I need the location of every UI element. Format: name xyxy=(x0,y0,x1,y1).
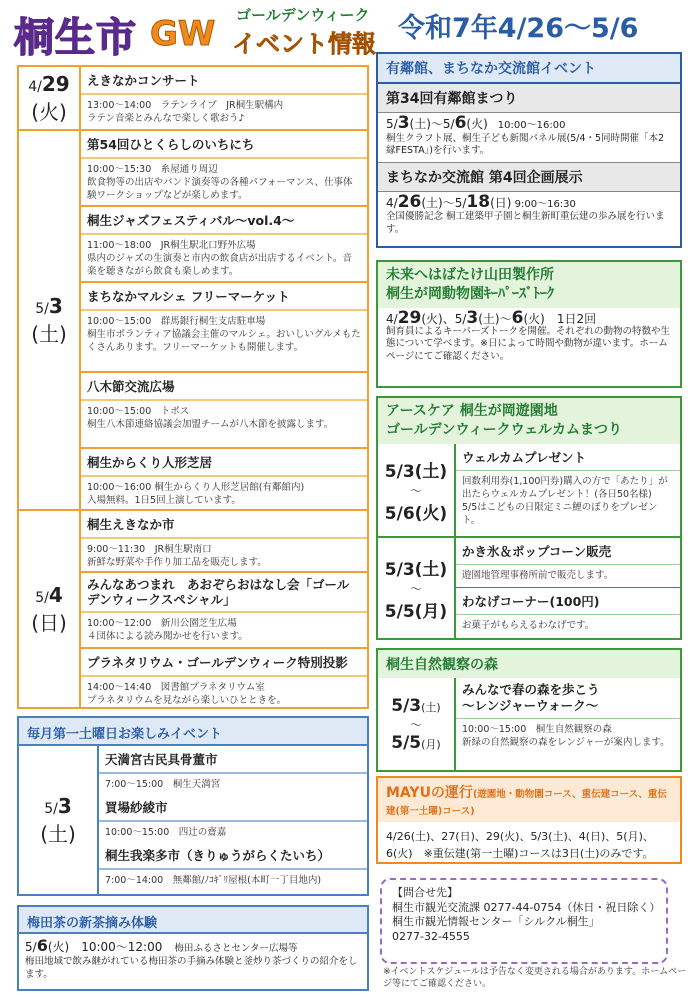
d: ～ xyxy=(409,483,422,498)
contact-line-1: 桐生市観光交流課 0277-44-0754（休日・祝日除く） xyxy=(392,900,661,914)
zoo-body: 飼育員によるキーパーズトークを開催。それぞれの動物の特徴や生態について学べます。※日によって時間や動物が違います。ホームページにてご確認ください。 xyxy=(386,325,671,362)
date-md: 5/ xyxy=(25,940,37,954)
mayu-title: MAYUの運行 xyxy=(386,785,473,801)
event-title: 第54回ひとくらしのいちにち xyxy=(81,131,367,159)
event-hitokurashi xyxy=(81,131,367,207)
d: (土)～5/ xyxy=(409,117,455,131)
event-jazz-festival xyxy=(81,207,367,283)
d: 5/5(月) xyxy=(384,601,448,622)
event-ekinaka-ichi xyxy=(81,511,367,573)
event-body: お菓子がもらえるわなげです。 xyxy=(462,620,595,631)
ume-title: 梅田茶の新茶摘み体験 xyxy=(19,907,367,934)
contact-head: 【問合せ先】 xyxy=(392,886,458,899)
event-title: 買場紗綾市 xyxy=(99,794,367,822)
monthly-date xyxy=(19,746,99,894)
event-yagibushi xyxy=(81,373,367,449)
d: (火) xyxy=(466,117,488,131)
d: ～ xyxy=(409,581,422,596)
event-title: プラネタリウム・ゴールデンウィーク特別投影 xyxy=(81,649,367,677)
title-event-info: イベント情報 xyxy=(232,30,376,58)
d: 5/ xyxy=(386,117,398,131)
event-body: 10:00～15:00 トポス 桐生八木節連絡協議会加盟チームが八木節を披露します。 xyxy=(87,406,334,430)
title-gw-kana: ゴールデンウィーク xyxy=(236,6,370,24)
title-period: 令和7年4/26～5/6 xyxy=(398,13,639,44)
event-body: 10:00～16:00 桐生からくり人形芝居館(有鄰館内) 入場無料。1日5回上演しています。 xyxy=(87,482,305,506)
date-weekday: (土) xyxy=(40,821,76,846)
d: (火) xyxy=(523,312,545,326)
event-title: 八木節交流広場 xyxy=(81,373,367,401)
date-day: 3 xyxy=(57,793,72,818)
ume-body: 梅田地域で飲み継がれている梅田茶の手摘み体験と釜炒り茶づくりの紹介をします。 xyxy=(25,956,358,980)
event-title: 桐生えきなか市 xyxy=(81,511,367,539)
machinaka-exhibit xyxy=(378,192,680,241)
event-title: みんなで春の森を歩こう ～レンジャーウォーク～ xyxy=(456,678,680,719)
event-eki-concert xyxy=(81,67,367,131)
d: 5/3 xyxy=(391,695,422,716)
zoo-title-2: 桐生が岡動物園ｷｰﾊﾟｰｽﾞﾄｰｸ xyxy=(386,286,554,302)
d: (土)～ xyxy=(478,312,512,326)
d: 4/ xyxy=(386,195,398,210)
event-kakigori xyxy=(456,538,680,588)
date-weekday: (火) xyxy=(31,99,67,124)
yuurin-title: 有鄰館、まちなか交流館イベント xyxy=(378,54,680,84)
event-saya-ichi xyxy=(99,794,367,846)
date-5-3 xyxy=(19,131,81,509)
d: 5/3(土) xyxy=(384,559,448,580)
monthly-title: 毎月第一土曜日お楽しみイベント xyxy=(19,718,367,746)
event-karakuri xyxy=(81,449,367,511)
park-date-b xyxy=(378,538,456,638)
mayu-body: 4/26(土)、27(日)、29(火)、5/3(土)、4(日)、5(月)、6(火) ※重伝建(第一土曜)コースは3日(土)のみです。 xyxy=(386,830,654,860)
event-wanage xyxy=(456,588,680,638)
mayu-title-sub: (遊園地・動物園コース、重伝建コース、重伝建(第一土曜)コース) xyxy=(386,789,667,817)
event-garakuta-ichi xyxy=(99,842,367,892)
footer-note: ※イベントスケジュールは予告なく変更される場合があります。ホームページ等にてご確認ください。 xyxy=(383,967,687,989)
event-ranger-walk xyxy=(456,678,680,751)
park-title-1: アースケア 桐生が岡遊園地 xyxy=(386,403,558,419)
event-body: 7:00～14:00 無鄰館/ﾉｺｷﾞﾘ屋根(本町一丁目地内) xyxy=(105,875,322,886)
d: (土)～5/ xyxy=(421,195,467,210)
event-body: 10:00～15:30 糸屋通り周辺 飲食物等の出店やバンド演奏等の各種パフォーマンス、仕事体験ワークショップなどが楽しめます。 xyxy=(87,164,353,201)
d: 5/5 xyxy=(391,732,422,753)
date-md: 4/ xyxy=(28,78,42,95)
event-ohanashikai xyxy=(81,573,367,649)
event-kottoichi xyxy=(99,746,367,798)
date-md: 5/ xyxy=(35,300,49,317)
nature-date xyxy=(378,678,456,770)
nature-forest-box xyxy=(376,648,682,772)
t: 9:00～16:30 xyxy=(511,198,576,210)
event-title: かき氷＆ポップコーン販売 xyxy=(456,538,680,565)
date-weekday: (土) xyxy=(31,321,67,346)
left-schedule-box xyxy=(17,65,369,709)
title-city: 桐生市 xyxy=(14,15,137,61)
event-title: 桐生我楽多市（きりゅうがらくたいち） xyxy=(99,842,367,870)
event-body: 7:00～15:00 桐生天満宮 xyxy=(99,774,367,798)
mayu-bus-box xyxy=(376,776,682,864)
event-title: まちなかマルシェ フリーマーケット xyxy=(81,283,367,311)
ume-time: 10:00～12:00 xyxy=(69,940,175,954)
d: (月) xyxy=(421,737,441,751)
yuurin-festival xyxy=(378,113,680,162)
yuurin-festival-body: 桐生クラフト展、桐生子ども新聞パネル展(5/4・5同時開催「本2 縁FESTA」)を行います。 xyxy=(386,132,665,156)
event-marche xyxy=(81,283,367,373)
date-weekday: (日) xyxy=(31,610,67,635)
event-body: 9:00～11:30 JR桐生駅南口 新鮮な野菜や手作り加工品を販売します。 xyxy=(87,544,267,568)
event-title: えきなかコンサート xyxy=(81,67,367,95)
event-body: 13:00～14:00 ラテンライブ JR桐生駅構内 ラテン音楽とみんなで楽しく歌おう♪ xyxy=(87,100,284,124)
event-title: ウェルカムプレゼント xyxy=(456,444,680,471)
date-md: 5/ xyxy=(44,800,58,817)
contact-line-3: 0277-32-4555 xyxy=(392,929,470,943)
date-md: 5/ xyxy=(35,589,49,606)
machinaka-title: まちなか交流館 第4回企画展示 xyxy=(378,162,680,192)
date-day: 3 xyxy=(48,293,63,318)
park-title-2: ゴールデンウィークウェルカムまつり xyxy=(386,422,623,438)
d: (火)、5/ xyxy=(421,312,467,326)
d: 5/3(土) xyxy=(384,461,448,482)
machinaka-body: 全国優勝記念 桐工建築甲子園と桐生新町重伝建の歩み展を行います。 xyxy=(386,211,665,235)
d: (日) xyxy=(490,195,512,210)
event-title: 天満宮古民具骨董市 xyxy=(99,746,367,774)
event-body: 11:00～18:00 JR桐生駅北口野外広場 県内のジャズの生演奏と市内の飲食店が出店するイベント。音楽を聴きながら飲食も楽しめます。 xyxy=(87,240,352,277)
zoo-title-1: 未来へはばたけ山田製作所 xyxy=(386,267,554,283)
d: 18 xyxy=(466,191,491,212)
park-date-a xyxy=(378,444,456,538)
d: 6 xyxy=(511,308,524,328)
event-body: 10:00～12:00 新川公園芝生広場 ４団体による読み聞かせを行います。 xyxy=(87,618,248,642)
date-day: 4 xyxy=(48,582,63,607)
yuurin-box xyxy=(376,52,682,248)
event-title: 桐生ジャズフェスティバル～vol.4～ xyxy=(81,207,367,235)
d: (土) xyxy=(421,700,441,714)
nature-title: 桐生自然観察の森 xyxy=(378,650,680,678)
zoo-keepers-talk-box xyxy=(376,260,682,388)
ume-place: 梅田ふるさとセンター広場等 xyxy=(174,943,298,954)
d: 3 xyxy=(397,113,410,133)
yuurin-festival-title: 第34回有鄰館まつり xyxy=(378,84,680,113)
d: 1日2回 xyxy=(544,312,597,326)
event-welcome-present xyxy=(456,444,680,538)
date-4-29 xyxy=(19,67,81,129)
d: 5/6(火) xyxy=(384,503,448,524)
event-body: 14:00～14:40 図書館プラネタリウム室 プラネタリウムを見ながら楽しいひとときを。 xyxy=(87,682,287,706)
contact-line-2: 桐生市観光情報センター「シルクル桐生」 xyxy=(392,915,600,928)
event-body: 10:00～15:00 四辻の齋嘉 xyxy=(99,822,367,846)
ume-tea-box xyxy=(17,905,369,991)
event-body: 遊園地管理事務所前で販売します。 xyxy=(462,570,614,581)
d: 4/ xyxy=(386,312,398,326)
event-body: 回数利用券(1,100円券)購入の方で「あたり」が出たらウェルカムプレゼント！(各日50名様) 5/5はこどもの日限定ミニ鯉のぼりをプレゼント。 xyxy=(462,476,668,526)
title-gw: GW xyxy=(150,14,216,54)
d: 3 xyxy=(466,308,479,328)
t: 10:00～16:00 xyxy=(487,120,566,131)
event-body: 10:00～15:00 群馬銀行桐生支店駐車場 桐生市ボランティア協議会主催のマルシェ。おいしいグルメもたくさんあります。フリーマーケットも開催します。 xyxy=(87,316,361,353)
d: 29 xyxy=(397,308,422,328)
d: 26 xyxy=(397,191,422,212)
monthly-event-box xyxy=(17,716,369,896)
event-title: みんなあつまれ あおぞらおはなし会「ゴールデンウィークスペシャル」 xyxy=(81,573,367,613)
date-day: 6 xyxy=(36,936,48,955)
event-title: 桐生からくり人形芝居 xyxy=(81,449,367,477)
event-planetarium xyxy=(81,649,367,707)
contact-box xyxy=(380,878,668,964)
event-body: 10:00～15:00 桐生自然観察の森 新緑の自然観察の森をレンジャーが案内します。 xyxy=(462,724,670,748)
event-title: わなげコーナー(100円) xyxy=(456,588,680,615)
d: ～ xyxy=(409,717,422,732)
date-weekday: (火) xyxy=(47,940,70,954)
d: 6 xyxy=(454,113,467,133)
date-5-4 xyxy=(19,511,81,707)
amusement-park-box xyxy=(376,396,682,640)
date-day: 29 xyxy=(41,71,70,96)
